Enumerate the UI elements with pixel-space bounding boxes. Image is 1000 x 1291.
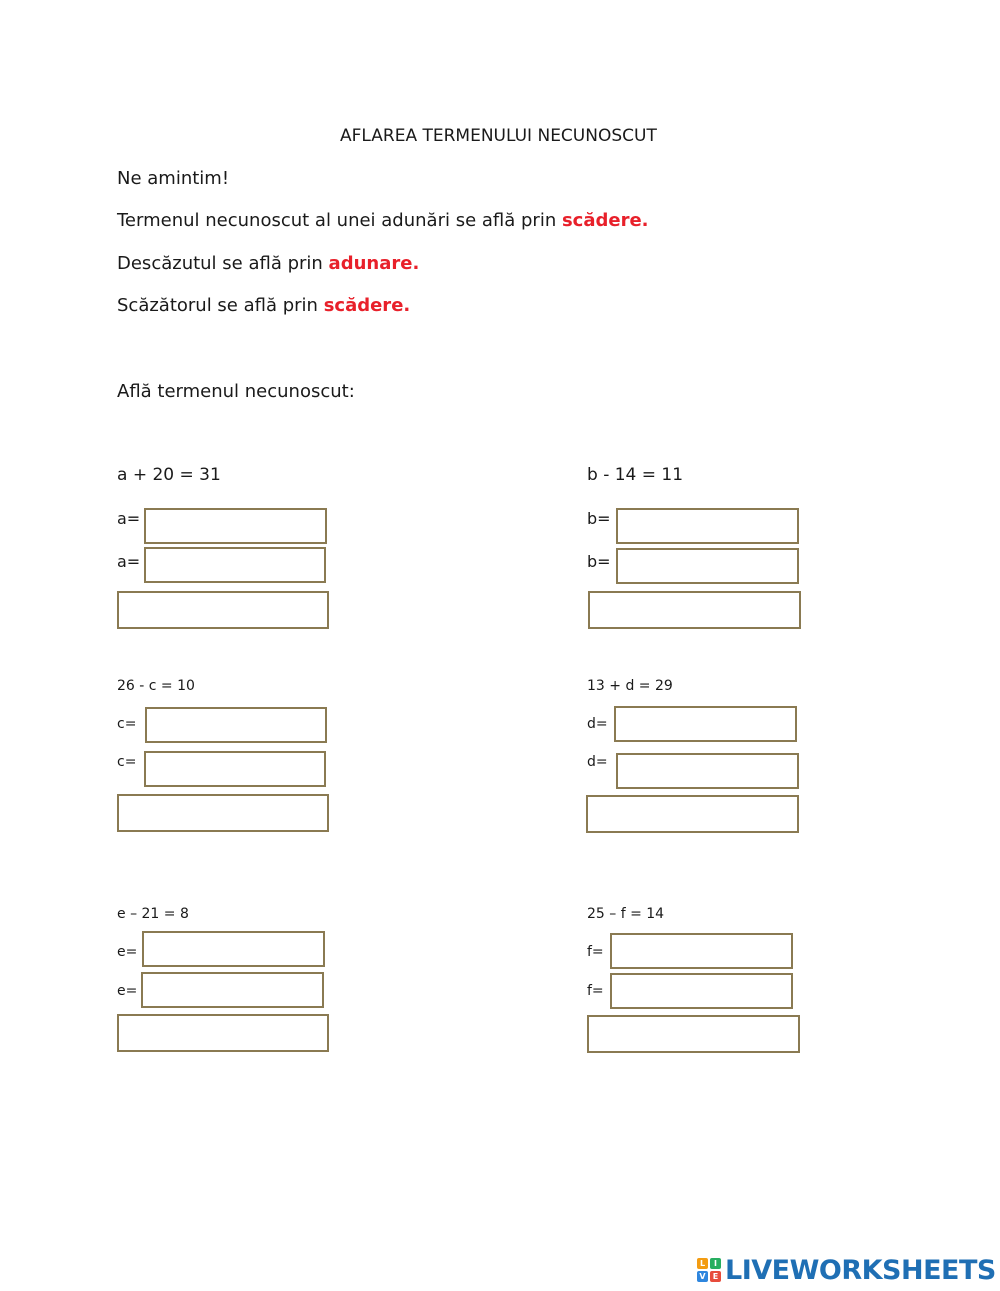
answer-b-2-input[interactable] [616,548,799,584]
page-title: AFLAREA TERMENULUI NECUNOSCUT [340,126,657,146]
rule-2 [117,253,419,274]
rule-3-text: Scăzătorul se află prin [117,295,324,316]
equation-e: e – 21 = 8 [117,906,189,922]
answer-e-1-input[interactable] [142,931,325,967]
brand-name: LIVEWORKSHEETS [725,1254,996,1286]
label-d-2: d= [587,754,608,770]
rule-3 [117,295,410,316]
equation-b: b - 14 = 11 [587,465,684,485]
brand-icon-tile-i: I [710,1258,721,1269]
label-a-1: a= [117,509,141,528]
rule-1-highlight: scădere. [561,210,649,231]
answer-c-2-input[interactable] [144,751,326,787]
label-e-2: e= [117,983,138,999]
brand-icon-tile-v: V [697,1271,708,1282]
rule-2-highlight: adunare. [328,253,420,274]
answer-c-1-input[interactable] [145,707,327,743]
rule-3-highlight: scădere. [323,295,411,316]
liveworksheets-logo[interactable] [697,1253,996,1287]
answer-a-1-input[interactable] [144,508,327,544]
answer-f-2-input[interactable] [610,973,793,1009]
label-b-2: b= [587,552,611,571]
reminder-text: Ne amintim! [117,168,230,189]
answer-d-3-input[interactable] [586,795,799,833]
answer-b-3-input[interactable] [588,591,801,629]
instruction-text: Află termenul necunoscut: [117,381,355,402]
label-c-1: c= [117,716,137,732]
brand-icon-tile-e: E [710,1271,721,1282]
answer-c-3-input[interactable] [117,794,329,832]
equation-a: a + 20 = 31 [117,465,221,485]
equation-f: 25 – f = 14 [587,906,665,922]
rule-1-text: Termenul necunoscut al unei adunări se află prin [117,210,562,231]
label-d-1: d= [587,716,608,732]
answer-e-2-input[interactable] [141,972,324,1008]
answer-f-1-input[interactable] [610,933,793,969]
brand-icon-tile-l: L [697,1258,708,1269]
equation-d: 13 + d = 29 [587,678,673,694]
label-b-1: b= [587,509,611,528]
answer-b-1-input[interactable] [616,508,799,544]
label-e-1: e= [117,944,138,960]
answer-d-2-input[interactable] [616,753,799,789]
answer-d-1-input[interactable] [614,706,797,742]
answer-a-3-input[interactable] [117,591,329,629]
answer-f-3-input[interactable] [587,1015,800,1053]
rule-1 [117,210,649,231]
rule-2-text: Descăzutul se află prin [117,253,329,274]
label-a-2: a= [117,552,141,571]
answer-e-3-input[interactable] [117,1014,329,1052]
label-f-2: f= [587,983,604,999]
equation-c: 26 - c = 10 [117,678,195,694]
label-c-2: c= [117,754,137,770]
label-f-1: f= [587,944,604,960]
liveworksheets-icon [697,1258,721,1282]
answer-a-2-input[interactable] [144,547,326,583]
